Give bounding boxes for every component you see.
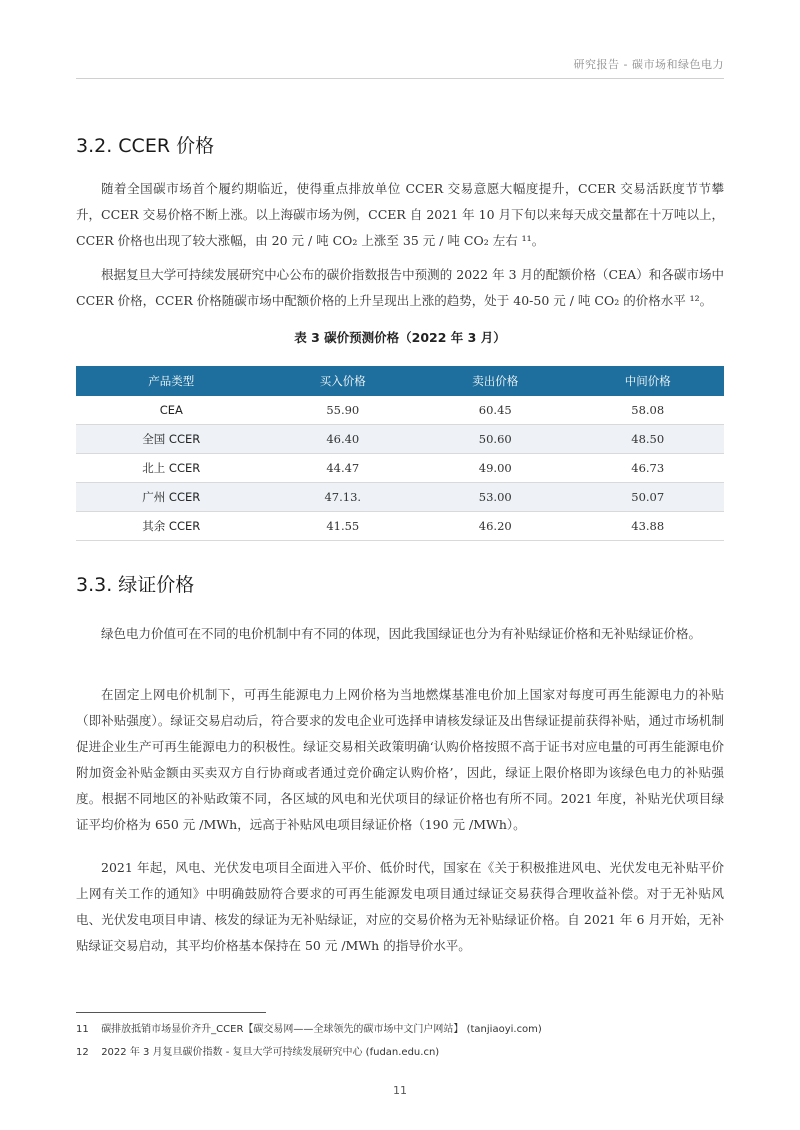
footnote-link[interactable]: 2022 年 3 月复旦碳价指数 - 复旦大学可持续发展研究中心 (fudan.edu.cn) bbox=[101, 1047, 440, 1058]
table-cell-product: 全国 CCER bbox=[76, 425, 267, 454]
table-row bbox=[76, 396, 724, 425]
table-row bbox=[76, 512, 724, 541]
table-cell-sell: 60.45 bbox=[419, 396, 571, 425]
footnote-divider bbox=[76, 1012, 266, 1013]
table-cell-mid: 43.88 bbox=[571, 512, 724, 541]
table-cell-buy: 41.55 bbox=[267, 512, 419, 541]
footnote-11 bbox=[76, 1020, 542, 1035]
header-title: 研究报告 - 碳市场和绿色电力 bbox=[573, 58, 724, 71]
table-cell-sell: 46.20 bbox=[419, 512, 571, 541]
header-divider bbox=[76, 78, 724, 79]
section-heading-green-cert-price: 3.3. 绿证价格 bbox=[76, 574, 195, 596]
column-header-product-type: 产品类型 bbox=[76, 366, 267, 396]
footnote-link[interactable]: 碳排放抵销市场显价齐升_CCER【碳交易网——全球领先的碳市场中文门户网站】 (tanjiaoyi.com) bbox=[101, 1024, 542, 1035]
page-number: 11 bbox=[393, 1084, 407, 1097]
paragraph-ccer-2: 根据复旦大学可持续发展研究中心公布的碳价指数报告中预测的 2022 年 3 月的配额价格（CEA）和各碳市场中 CCER 价格，CCER 价格随碳市场中配额价格的上升呈现出上涨的趋势，处于 40-50 元 / 吨 CO₂ 的价格水平 ¹²。 bbox=[76, 267, 724, 308]
column-header-mid-price: 中间价格 bbox=[571, 366, 724, 396]
table-cell-product: 广州 CCER bbox=[76, 483, 267, 512]
paragraph-ccer-1: 随着全国碳市场首个履约期临近，使得重点排放单位 CCER 交易意愿大幅度提升，CCER 交易活跃度节节攀升，CCER 交易价格不断上涨。以上海碳市场为例，CCER 自 2021 年 10 月下旬以来每天成交量都在十万吨以上，CCER 价格也出现了较大涨幅，由 20 元 / 吨 CO₂ 上涨至 35 元 / 吨 CO₂ 左右 ¹¹。 bbox=[76, 181, 724, 248]
table-cell-product: 北上 CCER bbox=[76, 454, 267, 483]
table-cell-mid: 46.73 bbox=[571, 454, 724, 483]
section-heading-ccer-price: 3.2. CCER 价格 bbox=[76, 135, 215, 157]
table-cell-sell: 53.00 bbox=[419, 483, 571, 512]
table-cell-buy: 47.13. bbox=[267, 483, 419, 512]
table-cell-buy: 46.40 bbox=[267, 425, 419, 454]
table-cell-buy: 55.90 bbox=[267, 396, 419, 425]
table-cell-buy: 44.47 bbox=[267, 454, 419, 483]
carbon-price-table bbox=[76, 366, 724, 541]
table-row bbox=[76, 425, 724, 454]
table-row bbox=[76, 454, 724, 483]
table-row bbox=[76, 483, 724, 512]
table-header-row bbox=[76, 366, 724, 396]
table-cell-product: CEA bbox=[76, 396, 267, 425]
paragraph-green-cert-1: 绿色电力价值可在不同的电价机制中有不同的体现，因此我国绿证也分为有补贴绿证价格和无补贴绿证价格。 bbox=[101, 626, 702, 641]
table-cell-sell: 50.60 bbox=[419, 425, 571, 454]
table-cell-mid: 58.08 bbox=[571, 396, 724, 425]
paragraph-green-cert-3: 2021 年起，风电、光伏发电项目全面进入平价、低价时代，国家在《关于积极推进风电、光伏发电无补贴平价上网有关工作的通知》中明确鼓励符合要求的可再生能源发电项目通过绿证交易获得合理收益补偿。对于无补贴风电、光伏发电项目申请、核发的绿证为无补贴绿证，对应的交易价格为无补贴绿证价格。自 2021 年 6 月开始，无补贴绿证交易启动，其平均价格基本保持在 50 元 /MWh 的指导价水平。 bbox=[76, 860, 724, 953]
table-caption: 表 3 碳价预测价格（2022 年 3 月） bbox=[294, 330, 506, 345]
column-header-buy-price: 买入价格 bbox=[267, 366, 419, 396]
paragraph-green-cert-2: 在固定上网电价机制下，可再生能源电力上网价格为当地燃煤基准电价加上国家对每度可再生能源电力的补贴（即补贴强度）。绿证交易启动后，符合要求的发电企业可选择申请核发绿证及出售绿证提前获得补贴，通过市场机制促进企业生产可再生能源电力的积极性。绿证交易相关政策明确‘认购价格按照不高于证书对应电量的可再生能源电价附加资金补贴金额由买卖双方自行协商或者通过竞价确定认购价格’，因此，绿证上限价格即为该绿色电力的补贴强度。根据不同地区的补贴政策不同，各区域的风电和光伏项目的绿证价格也有所不同。2021 年度，补贴光伏项目绿证平均价格为 650 元 /MWh，远高于补贴风电项目绿证价格（190 元 /MWh）。 bbox=[76, 687, 724, 832]
table-cell-mid: 50.07 bbox=[571, 483, 724, 512]
table-cell-sell: 49.00 bbox=[419, 454, 571, 483]
footnote-number: 12 bbox=[76, 1047, 89, 1058]
column-header-sell-price: 卖出价格 bbox=[419, 366, 571, 396]
footnote-12 bbox=[76, 1043, 439, 1058]
footnote-number: 11 bbox=[76, 1024, 89, 1035]
table-cell-product: 其余 CCER bbox=[76, 512, 267, 541]
table-cell-mid: 48.50 bbox=[571, 425, 724, 454]
